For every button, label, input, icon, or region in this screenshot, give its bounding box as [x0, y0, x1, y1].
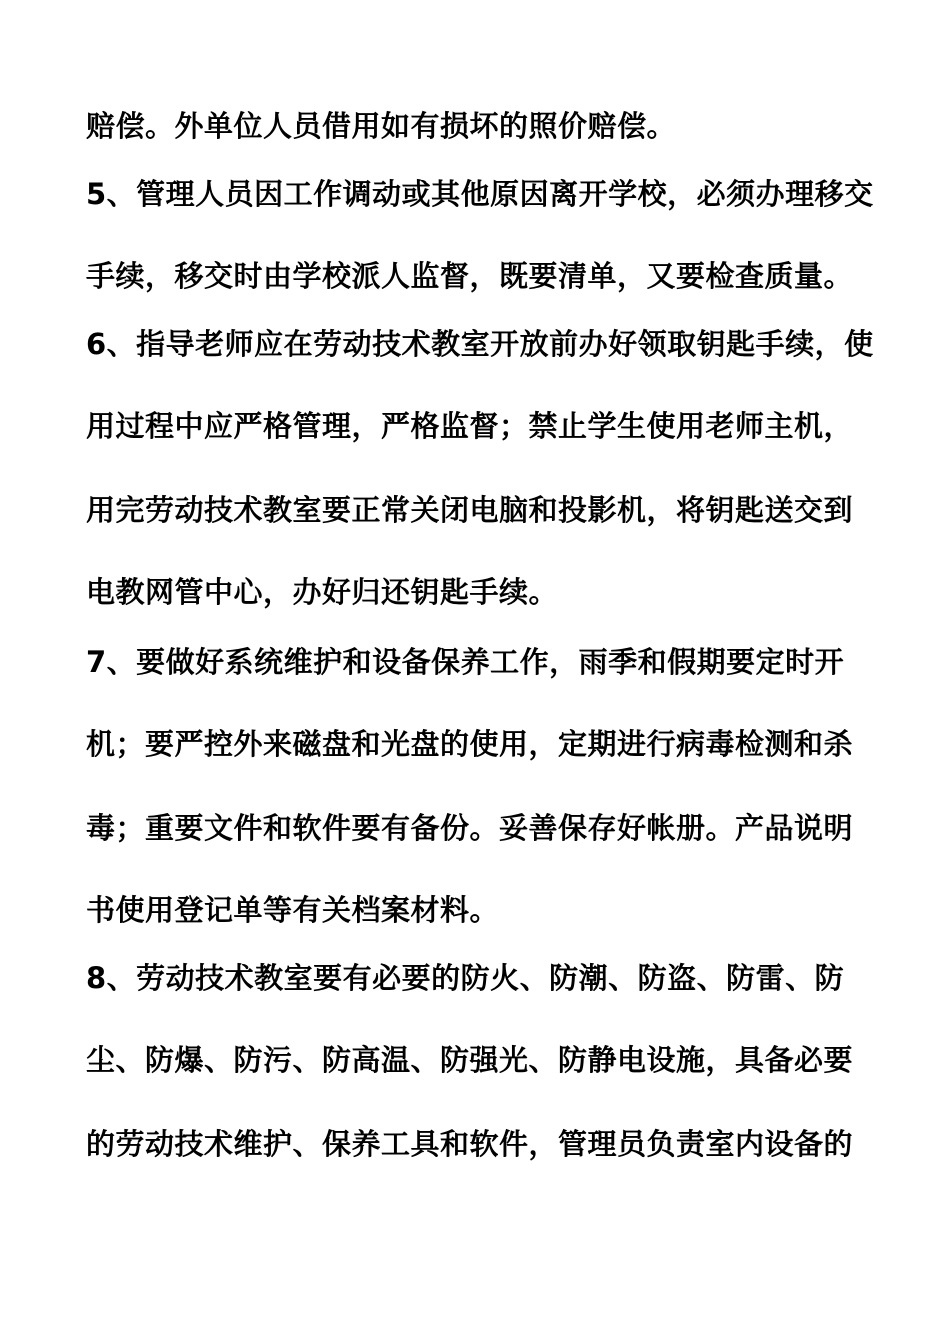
text-line-6: 用完劳动技术教室要正常关闭电脑和投影机，将钥匙送交到 [86, 493, 854, 527]
text-line-4: 6、指导老师应在劳动技术教室开放前办好领取钥匙手续，使 [86, 327, 874, 361]
text-line-7: 电教网管中心，办好归还钥匙手续。 [86, 575, 559, 609]
text-line-8: 7、要做好系统维护和设备保养工作，雨季和假期要定时开 [86, 645, 845, 679]
text-line-2: 5、管理人员因工作调动或其他原因离开学校，必须办理移交 [86, 177, 874, 211]
text-line-5: 用过程中应严格管理，严格监督；禁止学生使用老师主机， [86, 409, 854, 443]
text-line-12: 8、劳动技术教室要有必要的防火、防潮、防盗、防雷、防 [86, 961, 845, 995]
text-line-13: 尘、防爆、防污、防高温、防强光、防静电设施，具备必要 [86, 1043, 854, 1077]
text-line-14: 的劳动技术维护、保养工具和软件，管理员负责室内设备的 [86, 1127, 854, 1161]
text-line-1: 赔偿。外单位人员借用如有损坏的照价赔偿。 [86, 109, 677, 143]
text-line-9: 机；要严控外来磁盘和光盘的使用，定期进行病毒检测和杀 [86, 727, 854, 761]
text-line-10: 毒；重要文件和软件要有备份。妥善保存好帐册。产品说明 [86, 811, 854, 845]
text-line-11: 书使用登记单等有关档案材料。 [86, 893, 500, 927]
text-line-3: 手续，移交时由学校派人监督，既要清单，又要检查质量。 [86, 259, 854, 293]
